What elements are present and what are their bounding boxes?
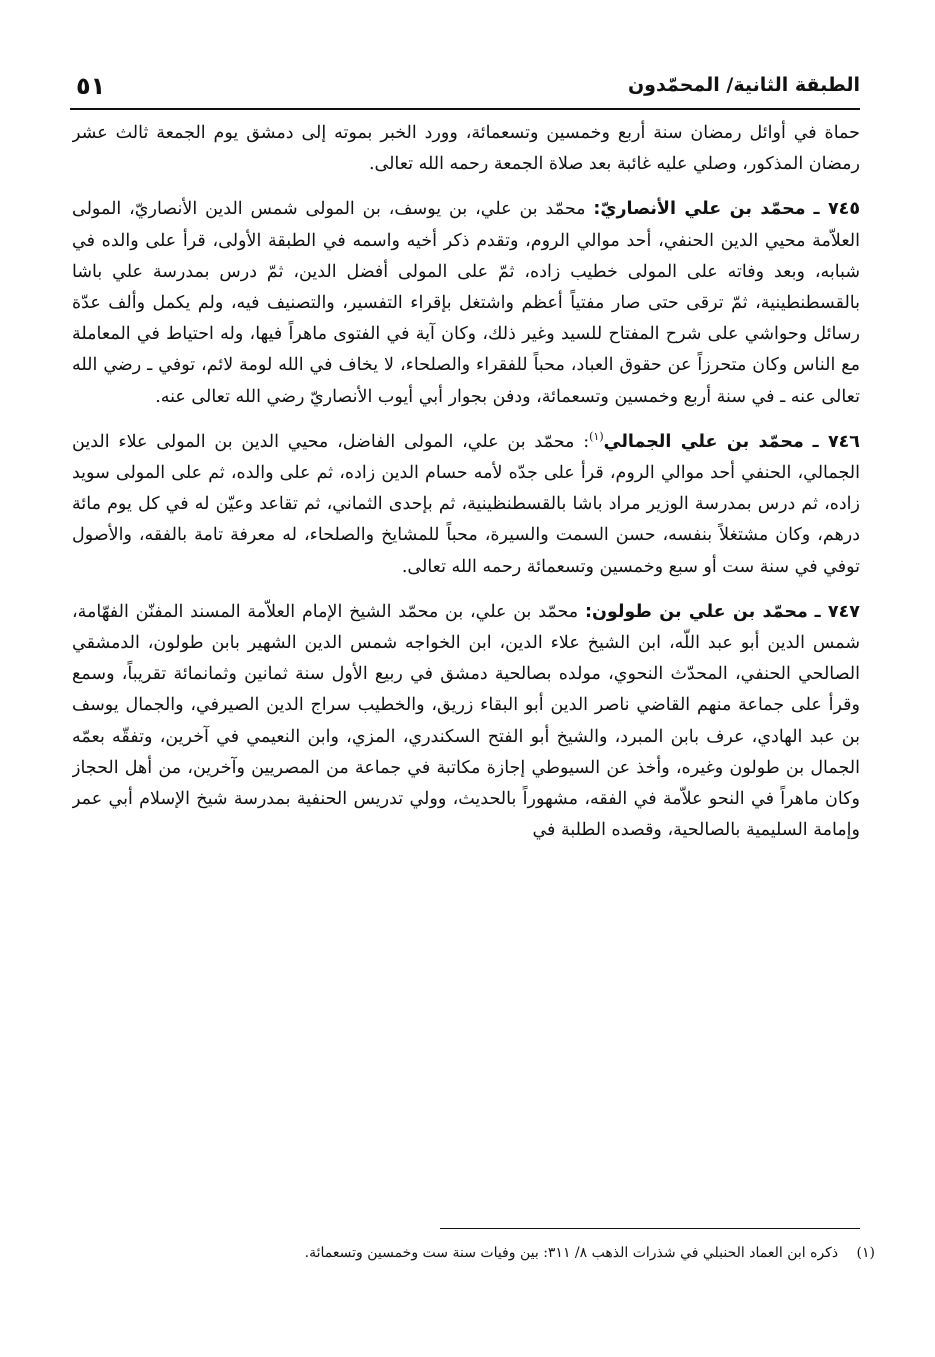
- page-body: [72, 118, 860, 1220]
- entry-name: محمّد بن علي بن طولون:: [584, 601, 808, 622]
- footnote-text: ذكره ابن العماد الحنبلي في شذرات الذهب ٨/ ٣١١: بين وفيات سنة ست وخمسين وتسعمائة.: [304, 1245, 839, 1261]
- entry-text: محمّد بن علي، بن يوسف، بن المولى شمس الدين الأنصاريّ، المولى العلاّمة محيي الدين الحنفي، أحد موالي الروم، وتقدم ذكر أخيه واسمه في الطبقة الأولى، قرأ على والده في شبابه، وبعد وفاته على المولى خطيب زاده، ثمّ على المولى أفضل الدين، ثمّ درس بمدرسة علي باشا بالقسطنطينية، ثمّ ترقى حتى صار مفتياً أعظم واشتغل بإقراء التفسير، والتصنيف فيه، ولم يكمل وألف عدّة رسائل وحواشي على شرح المفتاح للسيد وغير ذلك، وكان آية في الفتوى ماهراً فيها، وله احتياط في المعاملة مع الناس وكان متحرزاً عن حقوق العباد، محباً للفقراء والصلحاء، لا يخاف في الله لومة لائم، توفي ـ رضي الله تعالى عنه ـ في سنة أربع وخمسين وتسعمائة، ودفن بجوار أبي أيوب الأنصاريّ رضي الله تعالى عنه.: [72, 199, 860, 407]
- page-number: ٥١: [76, 72, 106, 100]
- entry-747: [72, 597, 860, 847]
- page-header: [70, 68, 860, 104]
- entry-text: محمّد بن علي، بن محمّد الشيخ الإمام العلاّمة المسند المفنّن الفهّامة، شمس الدين أبو عبد اللّه، ابن الشيخ علاء الدين، ابن الخواجه شمس الدين الشهير بابن طولون، الدمشقي الصالحي الحنفي، المحدّث النحوي، مولده بصالحية دمشق في ربيع الأول سنة ثمانين وثمانمائة تقريباً، وسمع وقرأ على جماعة منهم القاضي ناصر الدين أبو البقاء زريق، والخطيب سراج الدين الصيرفي، والجمال يوسف بن عبد الهادي، عرف بابن المبرد، والشيخ أبو الفتح السكندري، المزي، وابن النعيمي في آخرين، وتفقّه بعمّه الجمال بن طولون وغيره، وأخذ عن السيوطي إجازة مكاتبة في جماعة من المصريين وآخرين، من أهل الحجاز وكان ماهراً في النحو علاّمة في الفقه، مشهوراً بالحديث، وولي تدريس الحنفية بمدرسة شيخ الإسلام أبي عمر وإمامة السليمية بالصالحية، وقصده الطلبة في: [72, 601, 860, 841]
- footnote-reference: (١): [589, 430, 604, 443]
- entry-number: ٧٤٧ ـ: [814, 601, 860, 622]
- footnote-rule: [440, 1228, 860, 1229]
- header-rule: [70, 108, 860, 110]
- entry-746: [72, 427, 860, 583]
- running-title: الطبقة الثانية/ المحمّدون: [627, 74, 860, 96]
- entry-745: [72, 194, 860, 412]
- entry-number: ٧٤٦ ـ: [812, 431, 860, 452]
- footnote: [120, 1240, 875, 1266]
- intro-paragraph: حماة في أوائل رمضان سنة أربع وخمسين وتسعمائة، وورد الخبر بموته إلى دمشق يوم الجمعة ثالث عشر رمضان المذكور، وصلي عليه غائبة بعد صلاة الجمعة رحمه الله تعالى.: [72, 123, 860, 175]
- entry-number: ٧٤٥ ـ: [813, 199, 860, 220]
- entry-name: محمّد بن علي الجمالي: [603, 431, 804, 452]
- entry-text: : محمّد بن علي، المولى الفاضل، محيي الدين بن المولى علاء الدين الجمالي، الحنفي أحد موالي الروم، قرأ على جدّه لأمه حسام الدين زاده، ثم على والده، ثم على المولى سويد زاده، ثم درس بمدرسة الوزير مراد باشا بالقسطنظينية، ثم بإحدى الثماني، ثم تقاعد وعيّن له في كل يوم مائة درهم، وكان مشتغلاً بنفسه، حسن السمت والسيرة، محباً للمشايخ والصلحاء، له معرفة تامة بالفقه، والأصول توفي في سنة ست أو سبع وخمسين وتسعمائة رحمه الله تعالى.: [72, 431, 860, 577]
- entry-name: محمّد بن علي الأنصاريّ:: [593, 199, 806, 220]
- footnote-marker: (١): [856, 1245, 875, 1261]
